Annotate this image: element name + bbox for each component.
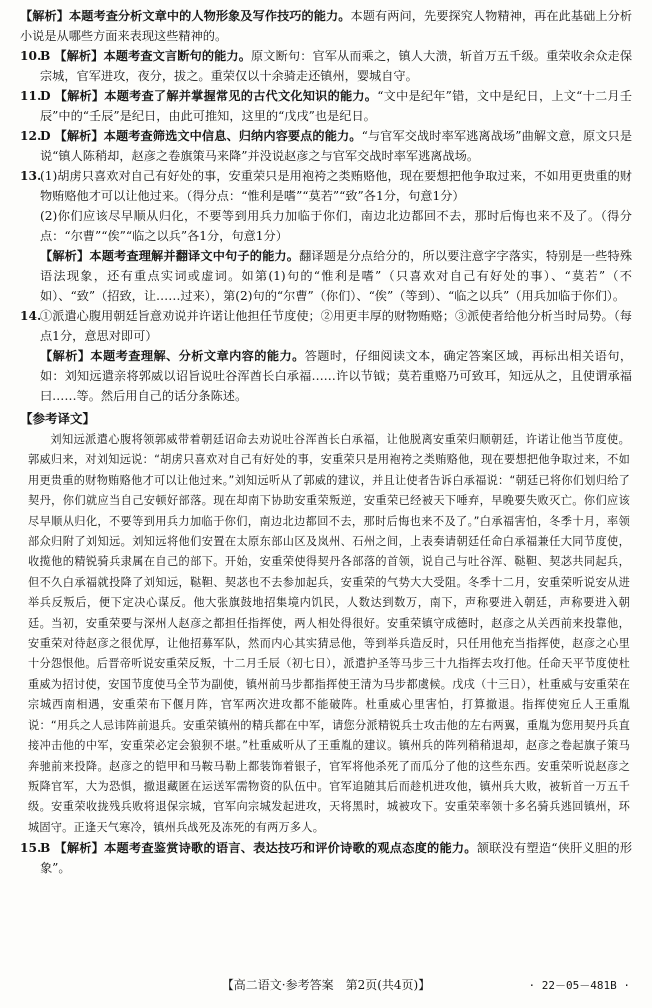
analysis-focus: 本题考查鉴赏诗歌的语言、表达技巧和评价诗歌的观点态度的能力。 (104, 841, 477, 856)
analysis-text: 答题时，仔细阅读文本，确定答案区域，再标出相关语句，如：刘知远遣亲将郭威以诏旨说吐谷浑酋长白承福……许以节钺；莫若重赂乃可致耳，知远从之，且使谓承福曰……等。然后用自己的话分条陈述。 (40, 349, 633, 403)
question-15 (20, 838, 632, 878)
answer-letter: D (40, 129, 51, 143)
question-10 (20, 46, 632, 86)
question-12 (20, 126, 632, 166)
analysis-focus: 本题考查理解并翻译文中句子的能力。 (89, 249, 300, 263)
analysis-focus: 本题考查文言断句的能力。 (103, 49, 252, 63)
question-number: 15. (20, 841, 42, 856)
analysis-text: 原文断句：官军从而乘之，镇人大溃，斩首万五千级。重荣收余众走保宗城，官军进攻，夜分，拔之。重荣仅以十余骑走还镇州，婴城自守。 (40, 49, 633, 83)
analysis (40, 346, 632, 406)
q9-analysis (20, 6, 632, 46)
analysis-tag: 【解析】 (54, 49, 104, 63)
footer-doc-code: · 22－05－481B · (528, 979, 630, 992)
question-number: 13. (20, 169, 42, 183)
question-number: 11. (20, 89, 42, 103)
analysis-focus: 本题考查了解并掌握常见的古代文化知识的能力。 (104, 89, 378, 103)
analysis-tag: 【解析】 (20, 9, 69, 23)
analysis (40, 246, 632, 306)
answer-part-2: (2)你们应该尽早顺从归化，不要等到用兵力加临于你们，南边北边都回不去，那时后悔也来不及了。（得分点：“尔曹”“俟”“临之以兵”各1分，句意1分） (40, 209, 632, 243)
analysis-text: 翻译题是分点给分的，所以要注意字字落实，特别是一些特殊语法现象，还有重点实词或虚词。如第(1)句的“惟利是嗜”（只喜欢对自己有好处的事）、“莫若”（不如）、“致”（招致，让……过来），第(2)句的“尔曹”（你们）、“俟”（等到）、“临之以兵”（用兵加临于你们）。 (40, 249, 633, 303)
answer-letter: B (40, 49, 51, 63)
footer-page-label: 【高二语文·参考答案 第2页(共4页)】 (221, 978, 431, 992)
analysis-focus: 本题考查分析文章中的人物形象及写作技巧的能力。 (68, 9, 351, 23)
answer-letter: B (40, 841, 51, 856)
analysis-text: “与官军交战时率军逃离战场”曲解文意，原文只是说“镇人陈稍却，赵彦之卷旗策马来降”并没说赵彦之与官军交战时率军逃离战场。 (40, 129, 633, 163)
page-footer (0, 974, 652, 996)
analysis-text: 本题有两问，先要探究人物精神，再在此基础上分析小说是从哪些方面来表现这些精神的。 (20, 9, 633, 43)
question-13 (20, 166, 632, 306)
analysis-tag: 【解析】 (40, 349, 91, 363)
answer-text: ①派遣心腹用朝廷旨意劝说并许诺让他担任节度使；②用更丰厚的财物贿赂；③派使者给他分析当时局势。（每点1分，意思对即可） (40, 309, 632, 343)
analysis-focus: 本题考查理解、分析文章内容的能力。 (90, 349, 305, 363)
analysis-focus: 本题考查筛选文中信息、归纳内容要点的能力。 (103, 129, 362, 143)
analysis-text: “文中是纪年”错，文中是纪日，上文“十二月壬辰”中的“壬辰”是纪日，由此可推知，这里的“戊戌”也是纪日。 (40, 89, 633, 123)
question-number: 12. (20, 129, 42, 143)
analysis-text: 颔联没有塑造“侠肝义胆的形象”。 (40, 841, 633, 876)
analysis-tag: 【解析】 (54, 129, 104, 143)
question-number: 14. (20, 309, 42, 323)
analysis-tag: 【解析】 (54, 89, 105, 103)
analysis-tag: 【解析】 (40, 249, 90, 263)
answer-letter: D (40, 89, 51, 103)
question-14 (20, 306, 632, 406)
question-number: 10. (20, 49, 42, 63)
analysis-tag: 【解析】 (54, 841, 105, 856)
reference-translation-title: 【参考译文】 (20, 411, 96, 426)
answer-part-1: (1)胡虏只喜欢对自己有好处的事，安重荣只是用袍袴之类贿赂他，现在要想把他争取过来，不如用更贵重的财物贿赂他才可以让他过来。（得分点：“惟利是嗜”“莫若”“致”各1分，句意1分） (40, 169, 632, 203)
reference-translation-body: 刘知远派遣心腹将领郭威带着朝廷诏命去劝说吐谷浑酋长白承福，让他脱离安重荣归顺朝廷，许诺让他当节度使。郭威归来，对刘知远说：“胡虏只喜欢对自己有好处的事，安重荣只是用袍袴之类贿赂他，现在要想把他争取过来，不如用更贵重的财物贿赂他才可以让他过来。”刘知远听从了郭威的建议，并且让使者告诉白承福说：“朝廷已将你们划归给了契丹，你们就应当自己安顿好部落。现在却南下协助安重荣叛逆，安重荣已经被天下唾弃，早晚要失败灭亡。你们应该尽早顺从归化，不要等到用兵力加临于你们，南边北边都回不去，那时后悔也来不及了。”白承福害怕，冬季十月，率领部众归附了刘知远。刘知远将他们安置在太原东部山区及岚州、石州之间，上表奏请朝廷任命白承福兼任大同节度使，收揽他的精锐骑兵隶属在自己的部下。开始，安重荣使得契丹各部落的首领，说自己与吐谷浑、鞑靼、契苾共同起兵，但不久白承福就投降了刘知远，鞑靼、契苾也不去参加起兵，安重荣的气势大大受阻。冬季十二月，安重荣听说安从进举兵反叛后，便下定决心谋反。他大张旗鼓地招集境内饥民，人数达到数万，南下，声称要进入朝廷，声称要进入朝廷。当初，安重荣要与深州人赵彦之都担任指挥使，两人相处得很好。安重荣镇守成德时，赵彦之从关西前来投靠他，安重荣对待赵彦之很优厚，让他招募军队，然而内心其实猜忌他，等到举兵造反时，只任用他充当指挥使，赵彦之心里十分怨恨他。后晋帝听说安重荣反叛，十二月壬辰（初七日），派遣护圣等马步三十九指挥去攻打他。任命天平节度使杜重威为招讨使，安国节度使马全节为副使，镇州前马步都指挥使王清为马步都虞候。戊戌（十三日），杜重威与安重荣在宗城西南相遇，安重荣布下偃月阵，官军两次进攻都不能破阵。杜重威心里害怕，打算撤退。指挥使宛丘人王重胤说：“用兵之人忌讳阵前退兵。安重荣镇州的精兵都在中军，请您分派精锐兵士攻击他的左右两翼，重胤为您用契丹兵直接冲击他的中军，安重荣必定会狼狈不堪。”杜重威听从了王重胤的建议。镇州兵的阵列稍稍退却，赵彦之卷起旗子策马奔驰前来投降。赵彦之的铠甲和马鞍马勒上都装饰着银子，官军将他杀死了而瓜分了他的这些东西。安重荣听说赵彦之叛降官军，大为恐惧，撤退藏匿在运送军需物资的队伍中。官军追随其后而趁机进攻他，镇州兵大败，被斩首一万五千级。安重荣收拢残兵败将退保宗城，官军向宗城发起进攻，天将黑时，城被攻下。安重荣率领十多名骑兵逃回镇州，环城固守。正逢天气寒冷，镇州兵战死及冻死的有两万多人。 (28, 433, 630, 834)
question-11 (20, 86, 632, 126)
